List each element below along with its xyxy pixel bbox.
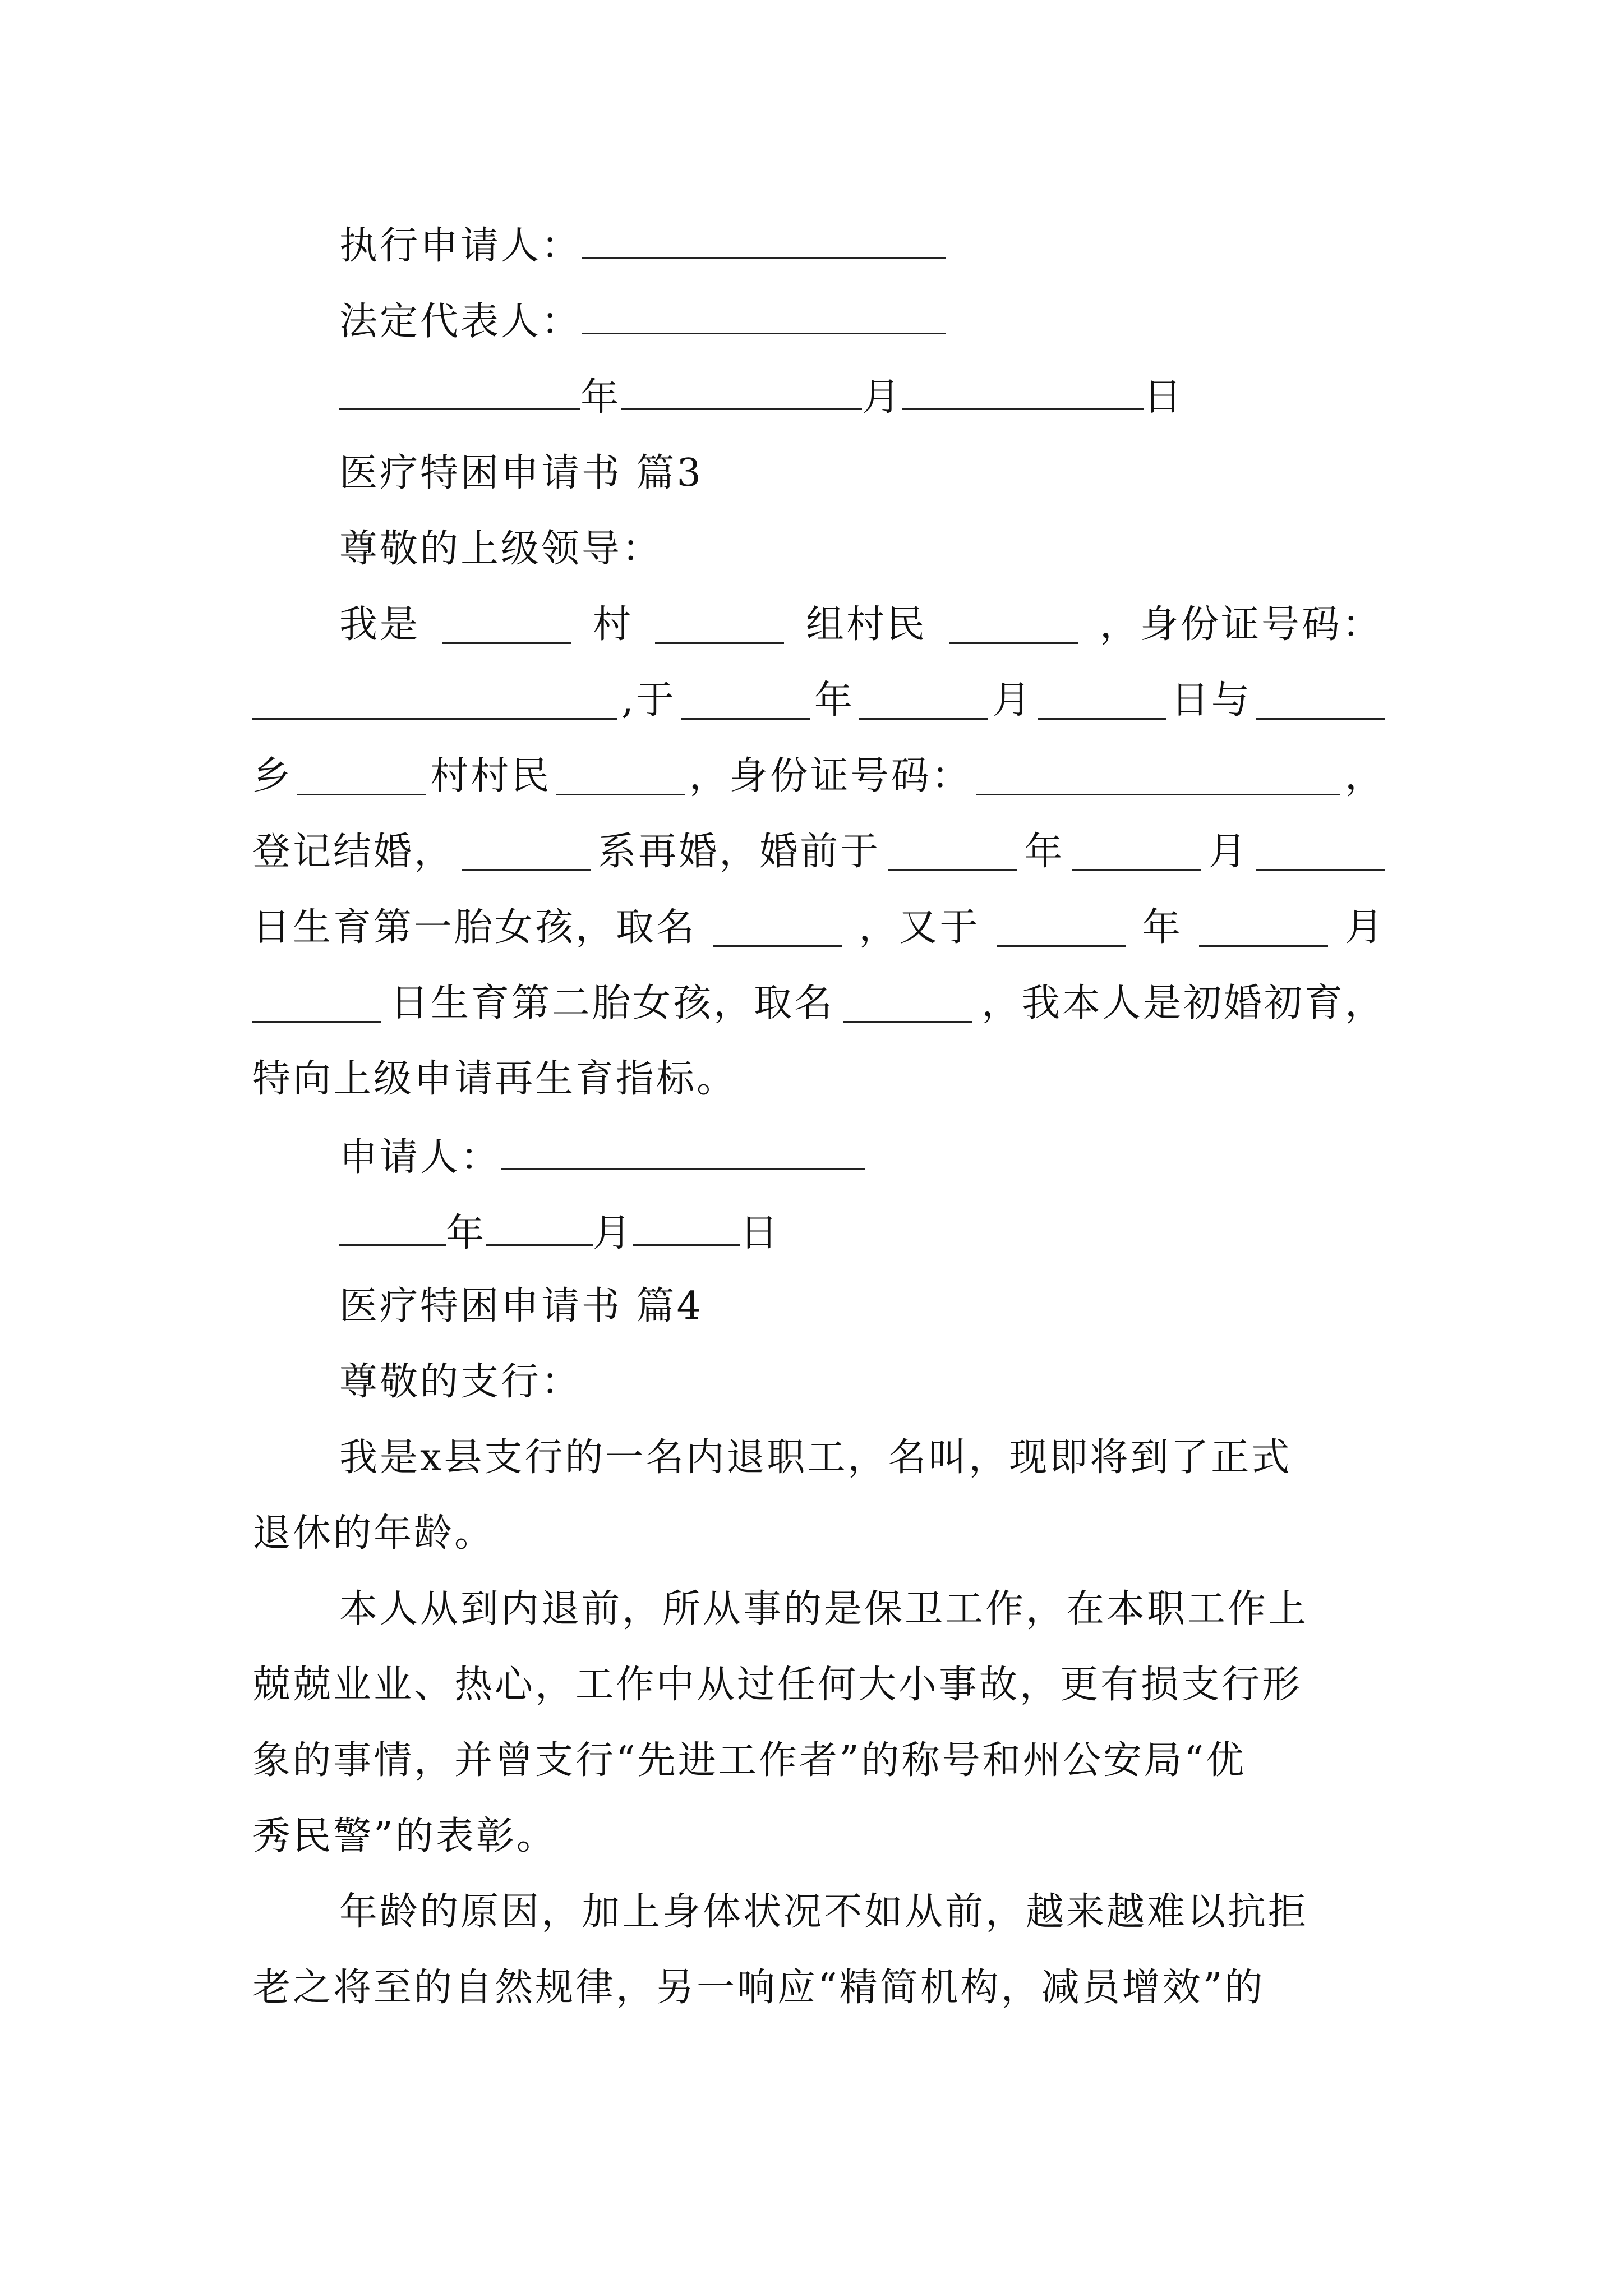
group-blank bbox=[655, 610, 784, 644]
section3-body-line-1 bbox=[339, 602, 1382, 647]
id-number-blank bbox=[252, 685, 617, 720]
applicant-blank bbox=[501, 1136, 865, 1170]
village-blank bbox=[297, 761, 426, 795]
section3-body-line-5 bbox=[252, 905, 1385, 950]
section3-heading: 医疗特困申请书 篇3 bbox=[339, 451, 703, 495]
section4-paragraph-2-line-3: 象的事情，并曾支行“先进工作者”的称号和州公安局“优 bbox=[252, 1738, 1247, 1783]
applicant-blank bbox=[582, 224, 946, 259]
day-blank bbox=[252, 988, 381, 1023]
section3-date-line bbox=[339, 1212, 1472, 1253]
person-blank bbox=[462, 837, 591, 871]
name-blank bbox=[949, 610, 1078, 644]
text-segment: 登记结婚， bbox=[252, 830, 455, 874]
section4-paragraph-2-line-1: 本人从到内退前，所从事的是保卫工作，在本职工作上 bbox=[339, 1587, 1309, 1631]
text-segment: 日与 bbox=[1170, 678, 1252, 723]
year-label: 年 bbox=[580, 375, 621, 420]
text-segment: ，我本人是初婚初育， bbox=[981, 981, 1385, 1025]
day-blank bbox=[1256, 837, 1385, 871]
village-blank bbox=[442, 610, 571, 644]
section4-paragraph-3-line-2: 老之将至的自然规律，另一响应“精简机构，减员增效”的 bbox=[252, 1966, 1265, 2010]
month-label: 月 bbox=[593, 1211, 634, 1255]
year-label: 年 bbox=[446, 1211, 487, 1255]
month-blank bbox=[621, 376, 862, 410]
applicant-label: 申请人： bbox=[339, 1135, 501, 1180]
text-segment: ，又于 bbox=[859, 905, 980, 950]
spouse-id-blank bbox=[976, 761, 1340, 795]
legal-rep-blank bbox=[582, 300, 946, 334]
section3-body-line-2 bbox=[252, 678, 1385, 723]
section4-heading: 医疗特困申请书 篇4 bbox=[339, 1284, 703, 1328]
day-blank bbox=[1038, 685, 1166, 720]
section3-sign-line bbox=[339, 1135, 1472, 1180]
text-segment: 年 bbox=[814, 678, 855, 723]
text-segment: ， bbox=[1344, 754, 1385, 798]
section3-body-line-7: 特向上级申请再生育指标。 bbox=[252, 1057, 737, 1101]
text-segment: 我是 bbox=[339, 602, 421, 647]
month-blank bbox=[1072, 837, 1201, 871]
year-blank bbox=[888, 837, 1017, 871]
legal-rep-line bbox=[339, 300, 1472, 344]
text-segment: 年 bbox=[1024, 830, 1065, 874]
section4-paragraph-1-line-1: 我是x县支行的一名内退职工，名叫，现即将到了正式 bbox=[339, 1435, 1292, 1480]
date-line bbox=[339, 375, 1472, 420]
text-segment: 乡 bbox=[252, 754, 293, 798]
text-segment: 月 bbox=[1344, 905, 1385, 950]
text-segment: 月 bbox=[992, 678, 1033, 723]
township-blank bbox=[1256, 685, 1385, 720]
spouse-name-blank bbox=[556, 761, 685, 795]
text-segment: ，身份证号码： bbox=[689, 754, 972, 798]
text-segment: 系再婚，婚前于 bbox=[598, 830, 881, 874]
section4-paragraph-1-line-2: 退休的年龄。 bbox=[252, 1511, 495, 1556]
section3-body-line-4 bbox=[252, 830, 1385, 874]
section4-paragraph-2-line-4: 秀民警”的表彰。 bbox=[252, 1814, 557, 1858]
section3-salutation: 尊敬的上级领导： bbox=[339, 527, 663, 571]
legal-rep-label: 法定代表人： bbox=[339, 300, 582, 344]
year-blank bbox=[681, 685, 810, 720]
text-segment: 村村民 bbox=[430, 754, 552, 798]
text-segment: ,于 bbox=[621, 678, 676, 723]
day-blank bbox=[902, 376, 1144, 410]
text-segment: ，身份证号码： bbox=[1099, 602, 1382, 647]
day-blank bbox=[633, 1212, 740, 1246]
text-segment: 日生育第二胎女孩，取名 bbox=[390, 981, 834, 1025]
section3-body-line-3 bbox=[252, 754, 1385, 798]
month-blank bbox=[1199, 913, 1328, 947]
section4-salutation: 尊敬的支行： bbox=[339, 1360, 582, 1404]
applicant-label: 执行申请人： bbox=[339, 224, 582, 268]
first-child-name-blank bbox=[713, 913, 842, 947]
year-blank bbox=[997, 913, 1126, 947]
month-blank bbox=[486, 1212, 593, 1246]
year-blank bbox=[339, 1212, 446, 1246]
year-blank bbox=[339, 376, 580, 410]
text-segment: 年 bbox=[1142, 905, 1183, 950]
day-label: 日 bbox=[740, 1211, 781, 1255]
applicant-line bbox=[339, 224, 1472, 268]
text-segment: 组村民 bbox=[805, 602, 927, 647]
text-segment: 日生育第一胎女孩，取名 bbox=[252, 905, 697, 950]
section3-body-line-6 bbox=[252, 981, 1385, 1025]
text-segment: 月 bbox=[1208, 830, 1249, 874]
section4-paragraph-3-line-1: 年龄的原因，加上身体状况不如从前，越来越难以抗拒 bbox=[339, 1890, 1309, 1934]
text-segment: 村 bbox=[592, 602, 633, 647]
month-label: 月 bbox=[862, 375, 903, 420]
day-label: 日 bbox=[1144, 375, 1184, 420]
section4-paragraph-2-line-2: 兢兢业业、热心，工作中从过任何大小事故，更有损支行形 bbox=[252, 1663, 1303, 1707]
second-child-name-blank bbox=[843, 988, 972, 1023]
month-blank bbox=[859, 685, 988, 720]
